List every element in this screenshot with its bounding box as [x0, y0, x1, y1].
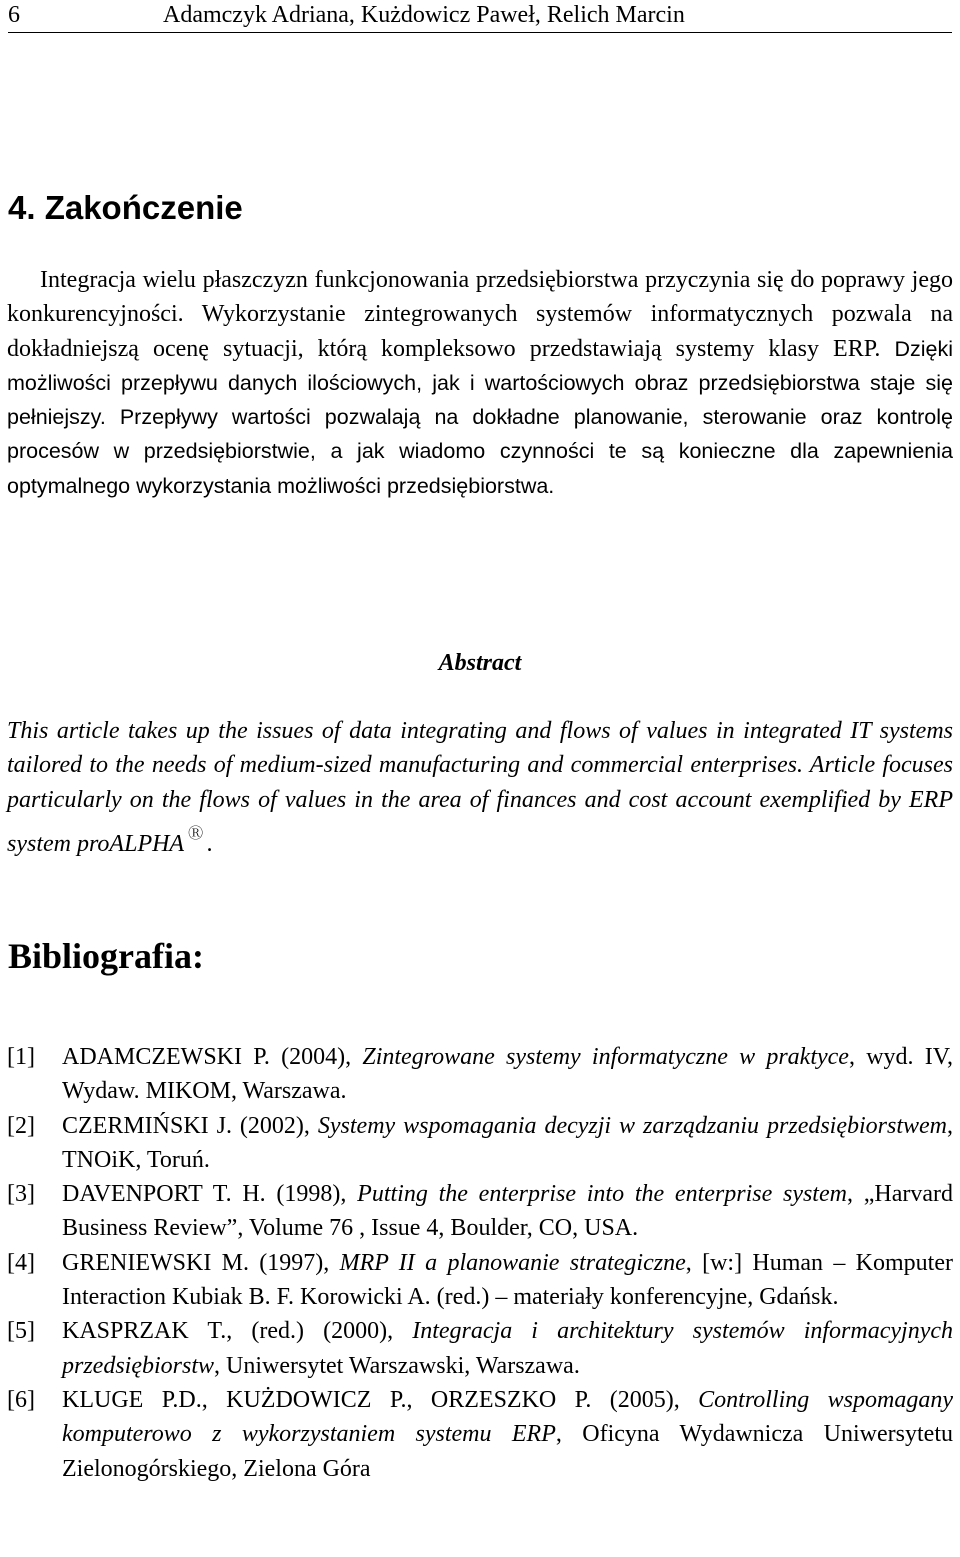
- ref-details: , wyd. IV, Wydaw. MIKOM, Warszawa.: [62, 1044, 953, 1105]
- ref-number: [6]: [7, 1386, 35, 1413]
- ref-author: CZERMIŃSKI J. (2002),: [62, 1112, 318, 1139]
- ref-author: KASPRZAK T., (red.) (2000),: [62, 1318, 413, 1345]
- ref-author: GRENIEWSKI M. (1997),: [62, 1249, 340, 1276]
- bibliography-entry: [0, 1383, 960, 1486]
- ref-details: , TNOiK, Toruń.: [62, 1112, 954, 1173]
- ref-title: Integracja i architektury systemów informacyjnych przedsiębiorstw: [62, 1318, 953, 1379]
- ref-number: [2]: [7, 1112, 35, 1139]
- page-number: 6: [8, 2, 20, 28]
- bibliography-entry: [0, 1040, 960, 1109]
- bibliography-entry: [0, 1314, 960, 1383]
- bibliography-entry: [0, 1109, 960, 1178]
- abstract-body: This article takes up the issues of data integrating and flows of values in integrated IT systems tailored to the needs of medium-sized manufacturing and commercial enterprises. Article focuses particularly on the flows of values in the area of finances and cost account exemplified by ERP system proALPHA: [7, 718, 953, 857]
- abstract-end: .: [207, 830, 214, 857]
- ref-number: [1]: [7, 1044, 35, 1070]
- running-header: [8, 0, 952, 33]
- ref-title: Zintegrowane systemy informatyczne w praktyce: [362, 1044, 849, 1070]
- ref-author: ADAMCZEWSKI P. (2004),: [62, 1044, 363, 1070]
- ref-author: DAVENPORT T. H. (1998),: [62, 1181, 358, 1208]
- abstract-title: Abstract: [438, 650, 522, 676]
- conclusion-paragraph: [7, 263, 953, 503]
- ref-title: Systemy wspomagania decyzji w zarządzaniu przedsiębiorstwem: [317, 1112, 948, 1139]
- ref-title: Putting the enterprise into the enterprise system: [357, 1181, 847, 1208]
- abstract-text: [7, 714, 953, 861]
- bibliography-entry: [0, 1246, 960, 1315]
- ref-author: KLUGE P.D., KUŻDOWICZ P., ORZESZKO P. (2005),: [62, 1386, 699, 1413]
- bibliography-list: [0, 1040, 960, 1486]
- ref-details: , [w:] Human – Komputer Interaction Kubiak B. F. Korowicki A. (red.) – materiały konferencyjne, Gdańsk.: [62, 1249, 953, 1311]
- ref-title: Controlling wspomagany komputerowo z wykorzystaniem systemu ERP: [62, 1386, 954, 1448]
- registered-trademark-icon: Ⓡ: [188, 825, 204, 842]
- ref-details: , Oficyna Wydawnicza Uniwersytetu Zielonogórskiego, Zielona Góra: [62, 1421, 953, 1482]
- conclusion-text-sans: Dzięki możliwości przepływu danych ilościowych, jak i wartościowych obraz przedsiębiorstwa staje się pełniejszy. Przepływy wartości pozwalają na dokładne planowanie, sterowanie oraz kontrolę procesów w przedsiębiorstwie, a jak wiadomo czynności te są konieczne dla zapewnienia optymalnego wykorzystania możliwości przedsiębiorstwa.: [7, 336, 953, 498]
- conclusion-text-serif: Integracja wielu płaszczyzn funkcjonowania przedsiębiorstwa przyczynia się do poprawy jego konkurencyjności. Wykorzystanie zintegrowanych systemów informatycznych pozwala na dokładniejszą ocenę sytuacji, którą kompleksowo przedstawiają systemy klasy ERP.: [7, 267, 953, 362]
- bibliography-entry: [0, 1177, 960, 1246]
- ref-title: MRP II a planowanie strategiczne: [339, 1249, 686, 1276]
- bibliography-title: Bibliografia:: [8, 936, 204, 976]
- section-title: 4. Zakończenie: [8, 189, 243, 226]
- ref-number: [4]: [7, 1249, 35, 1276]
- ref-number: [5]: [7, 1318, 35, 1345]
- ref-details: , „Harvard Business Review”, Volume 76 , Issue 4, Boulder, CO, USA.: [62, 1181, 953, 1242]
- ref-details: , Uniwersytet Warszawski, Warszawa.: [214, 1352, 580, 1379]
- header-authors: Adamczyk Adriana, Kużdowicz Paweł, Relich Marcin: [163, 2, 685, 28]
- ref-number: [3]: [7, 1181, 35, 1208]
